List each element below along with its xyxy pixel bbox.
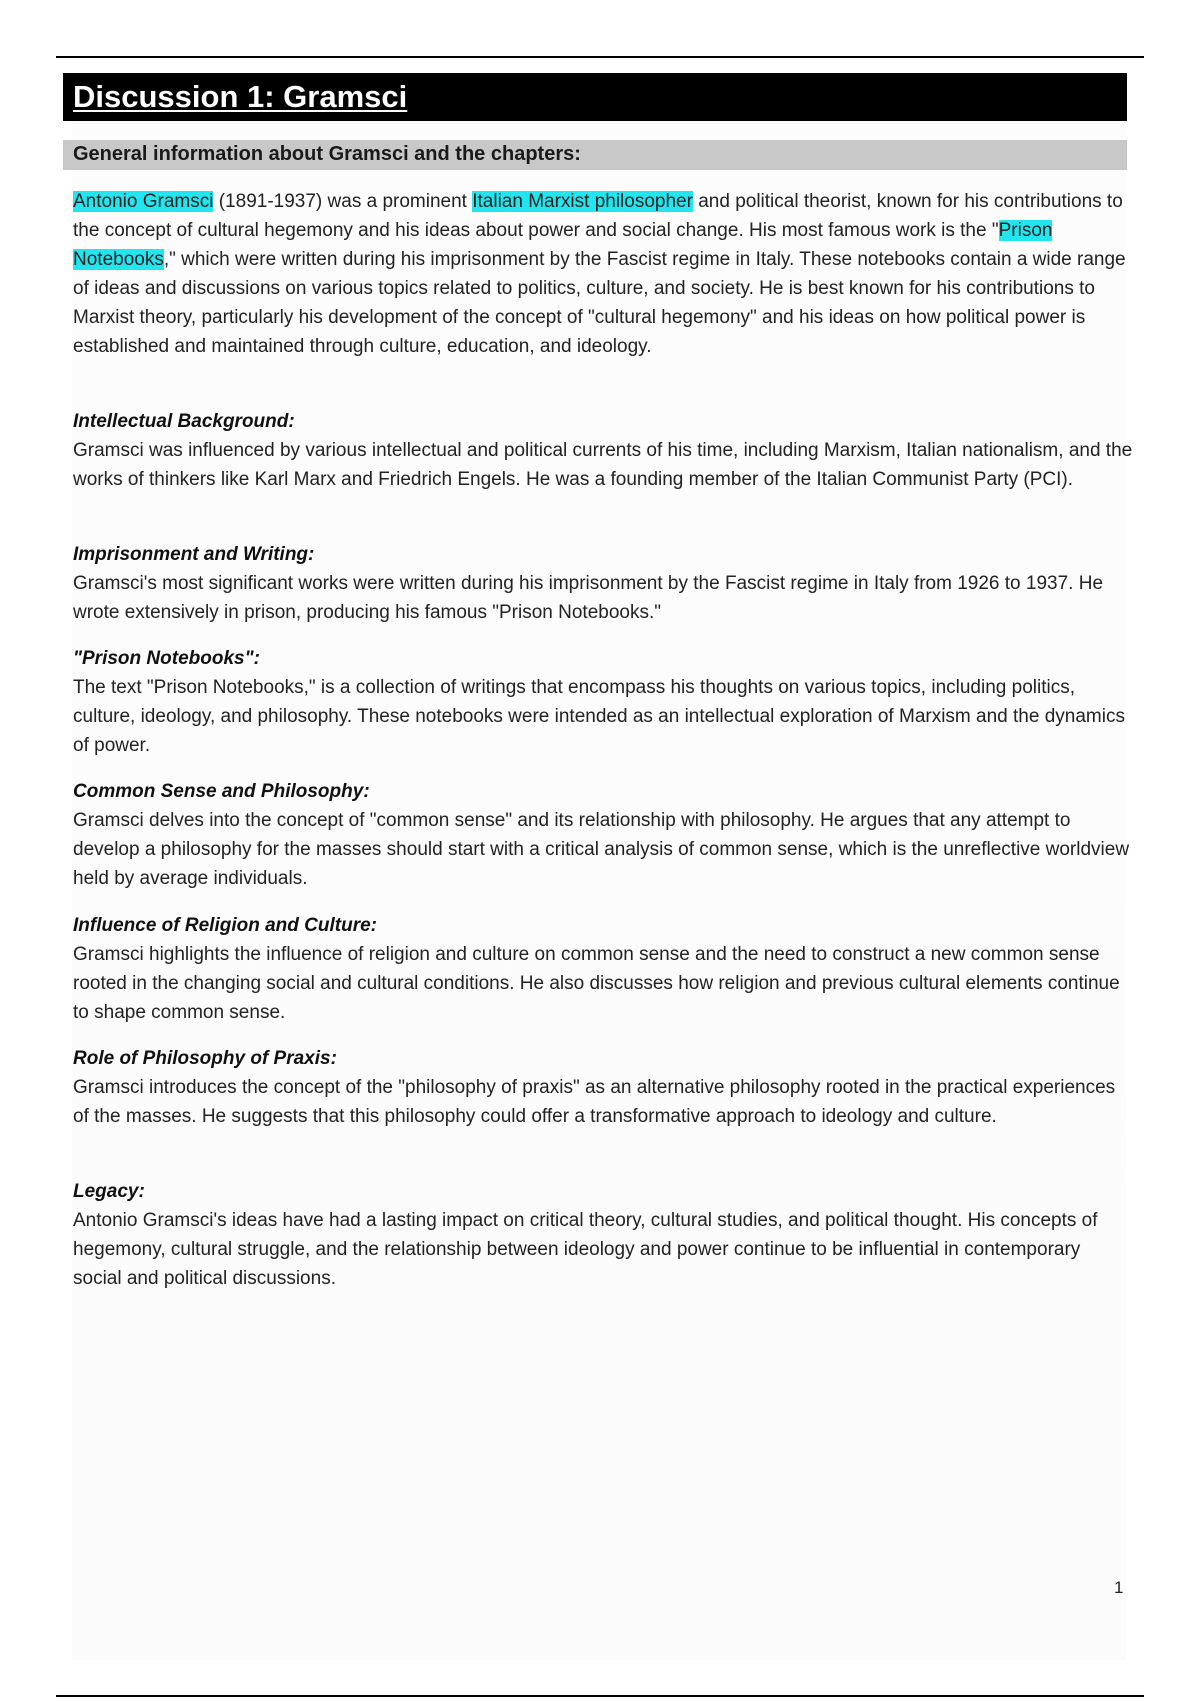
section-common-sense-and-philosophy bbox=[73, 778, 1133, 893]
highlight-prison-notebooks: Prison Notebooks bbox=[73, 220, 1053, 270]
section-heading: Common Sense and Philosophy: bbox=[73, 781, 370, 802]
intro-text-2: and political theorist, known for his contributions to the concept of cultural hegemony and his ideas about power and social change. His most famous work is the " bbox=[73, 191, 1123, 241]
top-rule bbox=[56, 56, 1144, 58]
highlight-italian-marxist-philosopher: Italian Marxist philosopher bbox=[472, 191, 693, 212]
section-prison-notebooks bbox=[73, 645, 1133, 760]
bottom-rule bbox=[56, 1695, 1144, 1697]
page-number: 1 bbox=[1114, 1578, 1124, 1597]
section-heading: Influence of Religion and Culture: bbox=[73, 915, 377, 936]
subheader-bar bbox=[63, 140, 1127, 170]
intro-text-3: ," which were written during his imprisonment by the Fascist regime in Italy. These notebooks contain a wide range of ideas and discussions on various topics related to politics, culture, and society. He is best known for his contributions to Marxist theory, particularly his development of the concept of "cultural hegemony" and his ideas on how political power is established and maintained through culture, education, and ideology. bbox=[73, 249, 1126, 357]
title-bar bbox=[63, 73, 1127, 121]
section-heading: "Prison Notebooks": bbox=[73, 648, 260, 669]
section-body: Gramsci was influenced by various intellectual and political currents of his time, including Marxism, Italian nationalism, and the works of thinkers like Karl Marx and Friedrich Engels. He was a founding member of the Italian Communist Party (PCI). bbox=[73, 440, 1133, 490]
section-role-of-philosophy-of-praxis bbox=[73, 1045, 1133, 1131]
section-body: Antonio Gramsci's ideas have had a lasting impact on critical theory, cultural studies, and political thought. His concepts of hegemony, cultural struggle, and the relationship between ideology and power continue to be influential in contemporary social and political discussions. bbox=[73, 1210, 1098, 1289]
section-body: Gramsci delves into the concept of "common sense" and its relationship with philosophy. He argues that any attempt to develop a philosophy for the masses should start with a critical analysis of common sense, which is the unreflective worldview held by average individuals. bbox=[73, 810, 1130, 889]
highlight-antonio-gramsci: Antonio Gramsci bbox=[73, 191, 214, 212]
section-body: The text "Prison Notebooks," is a collection of writings that encompass his thoughts on various topics, including politics, culture, ideology, and philosophy. These notebooks were intended as an intellectual exploration of Marxism and the dynamics of power. bbox=[73, 677, 1125, 756]
section-body: Gramsci's most significant works were written during his imprisonment by the Fascist regime in Italy from 1926 to 1937. He wrote extensively in prison, producing his famous "Prison Notebooks." bbox=[73, 573, 1104, 623]
section-body: Gramsci highlights the influence of religion and culture on common sense and the need to construct a new common sense rooted in the changing social and cultural conditions. He also discusses how religion and previous cultural elements continue to shape common sense. bbox=[73, 944, 1120, 1023]
section-legacy bbox=[73, 1178, 1133, 1293]
section-body: Gramsci introduces the concept of the "philosophy of praxis" as an alternative philosophy rooted in the practical experiences of the masses. He suggests that this philosophy could offer a transformative approach to ideology and culture. bbox=[73, 1077, 1116, 1127]
section-imprisonment-and-writing bbox=[73, 541, 1133, 627]
intro-text-1: (1891-1937) was a prominent bbox=[213, 191, 473, 212]
section-influence-of-religion-and-culture bbox=[73, 912, 1133, 1027]
subheader-title: General information about Gramsci and the chapters: bbox=[73, 143, 581, 165]
section-heading: Legacy: bbox=[73, 1181, 145, 1202]
section-heading: Intellectual Background: bbox=[73, 411, 295, 432]
section-heading: Role of Philosophy of Praxis: bbox=[73, 1048, 337, 1069]
intro-paragraph bbox=[73, 187, 1133, 361]
section-intellectual-background bbox=[73, 408, 1133, 494]
page-title: Discussion 1: Gramsci bbox=[73, 79, 408, 114]
section-heading: Imprisonment and Writing: bbox=[73, 544, 315, 565]
